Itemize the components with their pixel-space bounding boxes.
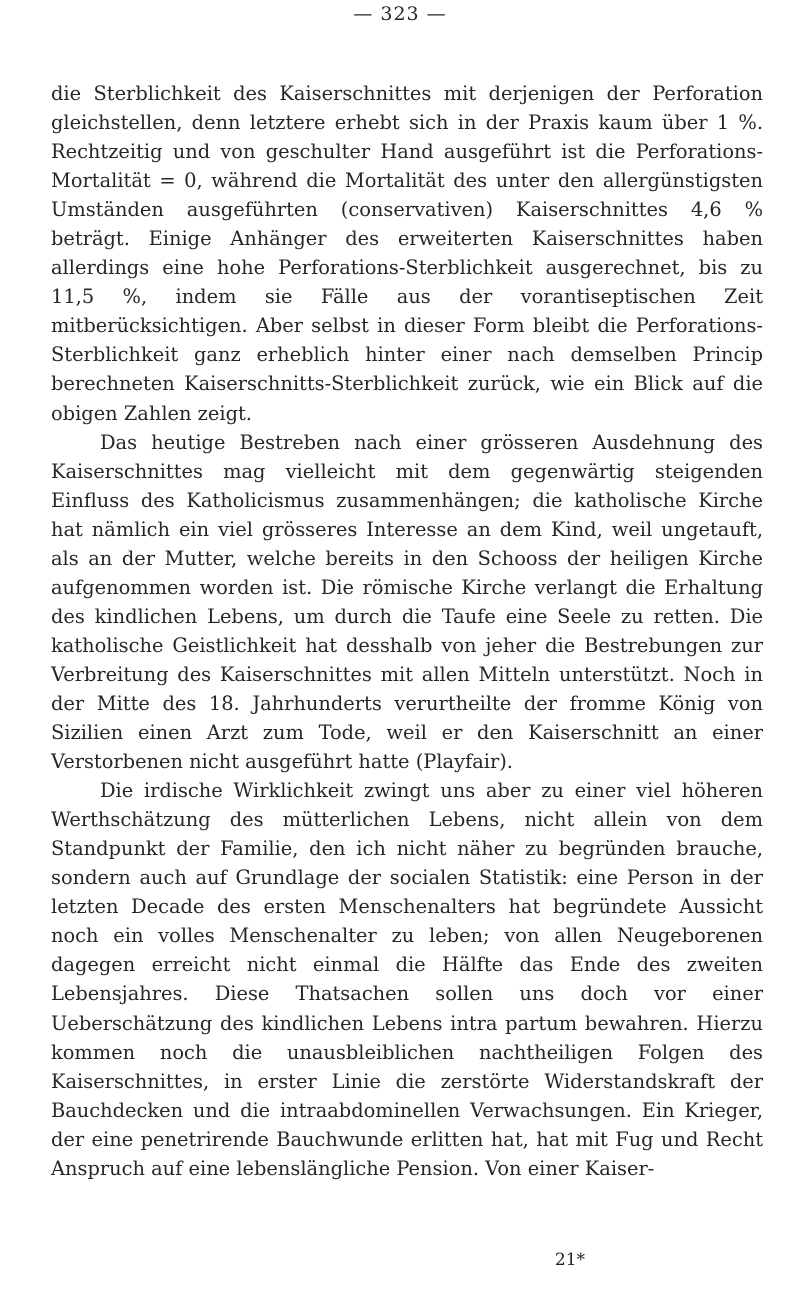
signature-mark: 21*	[554, 1250, 586, 1270]
body-text	[51, 79, 763, 1183]
paragraph-3: Die irdische Wirklichkeit zwingt uns aber zu einer viel höheren Werthschätzung des mütterlichen Lebens, nicht allein von dem Standpunkt der Familie, den ich nicht näher zu begründen brauche, sondern auch auf Grundlage der socialen Statistik: eine Person in der letzten Decade des ersten Menschenalters hat begründete Aussicht noch ein volles Menschenalter zu leben; von allen Neugeborenen dagegen erreicht nicht einmal die Hälfte das Ende des zweiten Lebensjahres. Diese Thatsachen sollen uns doch vor einer Ueberschätzung des kindlichen Lebens intra partum bewahren. Hierzu kommen noch die unausbleiblichen nachtheiligen Folgen des Kaiserschnittes, in erster Linie die zerstörte Widerstandskraft der Bauchdecken und die intraabdominellen Verwachsungen. Ein Krieger, der eine penetrirende Bauchwunde erlitten hat, hat mit Fug und Recht Anspruch auf eine lebenslängliche Pension. Von einer Kaiser-	[51, 779, 763, 1180]
paragraph-2: Das heutige Bestreben nach einer grösseren Ausdehnung des Kaiserschnittes mag vielleicht mit dem gegenwärtig steigenden Einfluss des Katholicismus zusammenhängen; die katholische Kirche hat nämlich ein viel grösseres Interesse an dem Kind, weil ungetauft, als an der Mutter, welche bereits in den Schooss der heiligen Kirche aufgenommen worden ist. Die römische Kirche verlangt die Erhaltung des kindlichen Lebens, um durch die Taufe eine Seele zu retten. Die katholische Geistlichkeit hat desshalb von jeher die Bestrebungen zur Verbreitung des Kaiserschnittes mit allen Mitteln unterstützt. Noch in der Mitte des 18. Jahrhunderts verurtheilte der fromme König von Sizilien einen Arzt zum Tode, weil er den Kaiserschnitt an einer Verstorbenen nicht ausgeführt hatte (Playfair).	[51, 430, 763, 774]
page-number: — 323 —	[353, 3, 447, 25]
paragraph-1: die Sterblichkeit des Kaiserschnittes mit derjenigen der Perforation gleichstellen, denn letztere erhebt sich in der Praxis kaum über 1 %. Rechtzeitig und von geschulter Hand ausgeführt ist die Perforations-Mortalität = 0, während die Mortalität des unter den allergünstigsten Umständen ausgeführten (conservativen) Kaiserschnittes 4,6 % beträgt. Einige Anhänger des erweiterten Kaiserschnittes haben allerdings eine hohe Perforations-Sterblichkeit ausgerechnet, bis zu 11,5 %, indem sie Fälle aus der vorantiseptischen Zeit mitberücksichtigen. Aber selbst in dieser Form bleibt die Perforations-Sterblichkeit ganz erheblich hinter einer nach demselben Princip berechneten Kaiserschnitts-Sterblichkeit zurück, wie ein Blick auf die obigen Zahlen zeigt.	[51, 82, 763, 425]
